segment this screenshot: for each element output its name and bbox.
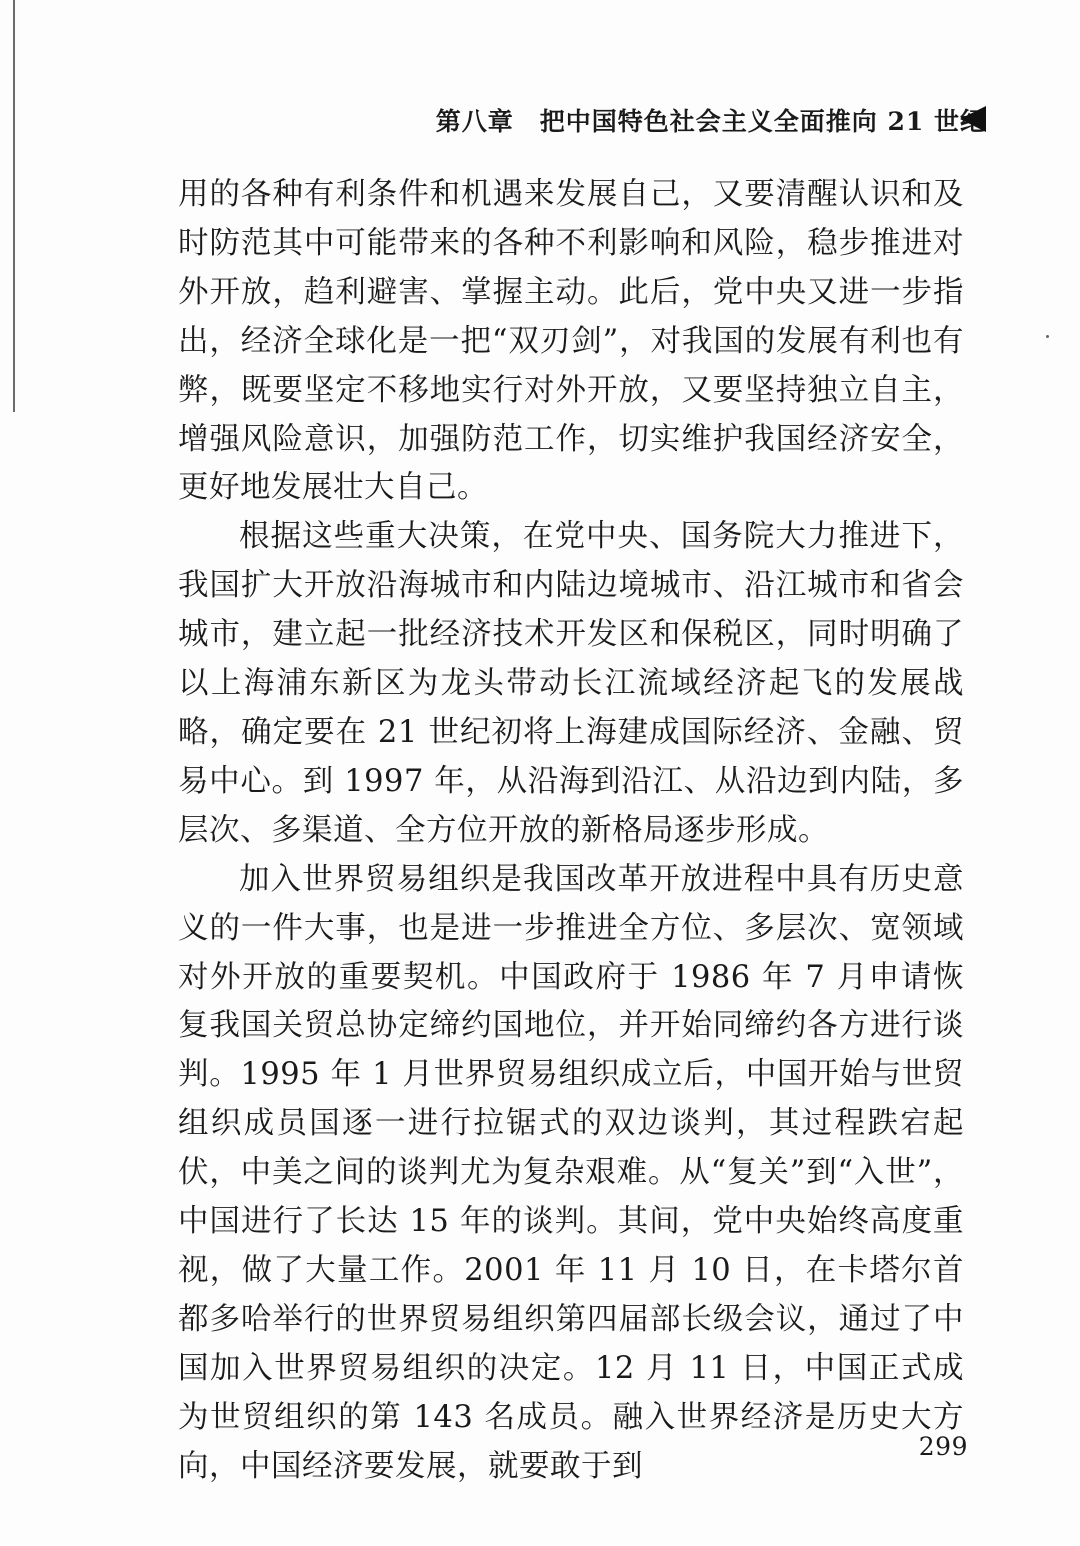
scan-speck <box>1046 335 1049 338</box>
binding-edge-line <box>13 0 15 412</box>
running-head-chapter: 第八章 <box>435 107 514 136</box>
paragraph-opening-cities: 根据这些重大决策，在党中央、国务院大力推进下，我国扩大开放沿海城市和内陆边境城市、沿江城市和省会城市，建立起一批经济技术开发区和保税区，同时明确了以上海浦东新区为龙头带动长江流域经济起飞的发展战略，确定要在 21 世纪初将上海建成国际经济、金融、贸易中心。到 1997 年，从沿海到沿江、从沿边到内陆，多层次、多渠道、全方位开放的新格局逐步形成。 <box>178 519 964 848</box>
running-head <box>436 100 986 140</box>
left-pointing-triangle-icon <box>960 106 986 132</box>
paragraph-continuation: 用的各种有利条件和机遇来发展自己，又要清醒认识和及时防范其中可能带来的各种不利影响和风险，稳步推进对外开放，趋利避害、掌握主动。此后，党中央又进一步指出，经济全球化是一把“双刃剑”，对我国的发展有利也有弊，既要坚定不移地实行对外开放，又要坚持独立自主，增强风险意识，加强防范工作，切实维护我国经济安全，更好地发展壮大自己。 <box>178 177 964 506</box>
running-head-title: 把中国特色社会主义全面推向 21 世纪 <box>539 107 986 136</box>
paragraph-wto-accession: 加入世界贸易组织是我国改革开放进程中具有历史意义的一件大事，也是进一步推进全方位、多层次、宽领域对外开放的重要契机。中国政府于 1986 年 7 月申请恢复我国关贸总协定缔约国地位，并开始同缔约各方进行谈判。1995 年 1 月世界贸易组织成立后，中国开始与世贸组织成员国逐一进行拉锯式的双边谈判，其过程跌宕起伏，中美之间的谈判尤为复杂艰难。从“复关”到“入世”，中国进行了长达 15 年的谈判。其间，党中央始终高度重视，做了大量工作。2001 年 11 月 10 日，在卡塔尔首都多哈举行的世界贸易组织第四届部长级会议，通过了中国加入世界贸易组织的决定。12 月 11 日，中国正式成为世贸组织的第 143 名成员。融入世界经济是历史大方向，中国经济要发展，就要敢于到 <box>178 861 964 1484</box>
body-text <box>178 171 964 1491</box>
page-number: 299 <box>918 1432 968 1461</box>
